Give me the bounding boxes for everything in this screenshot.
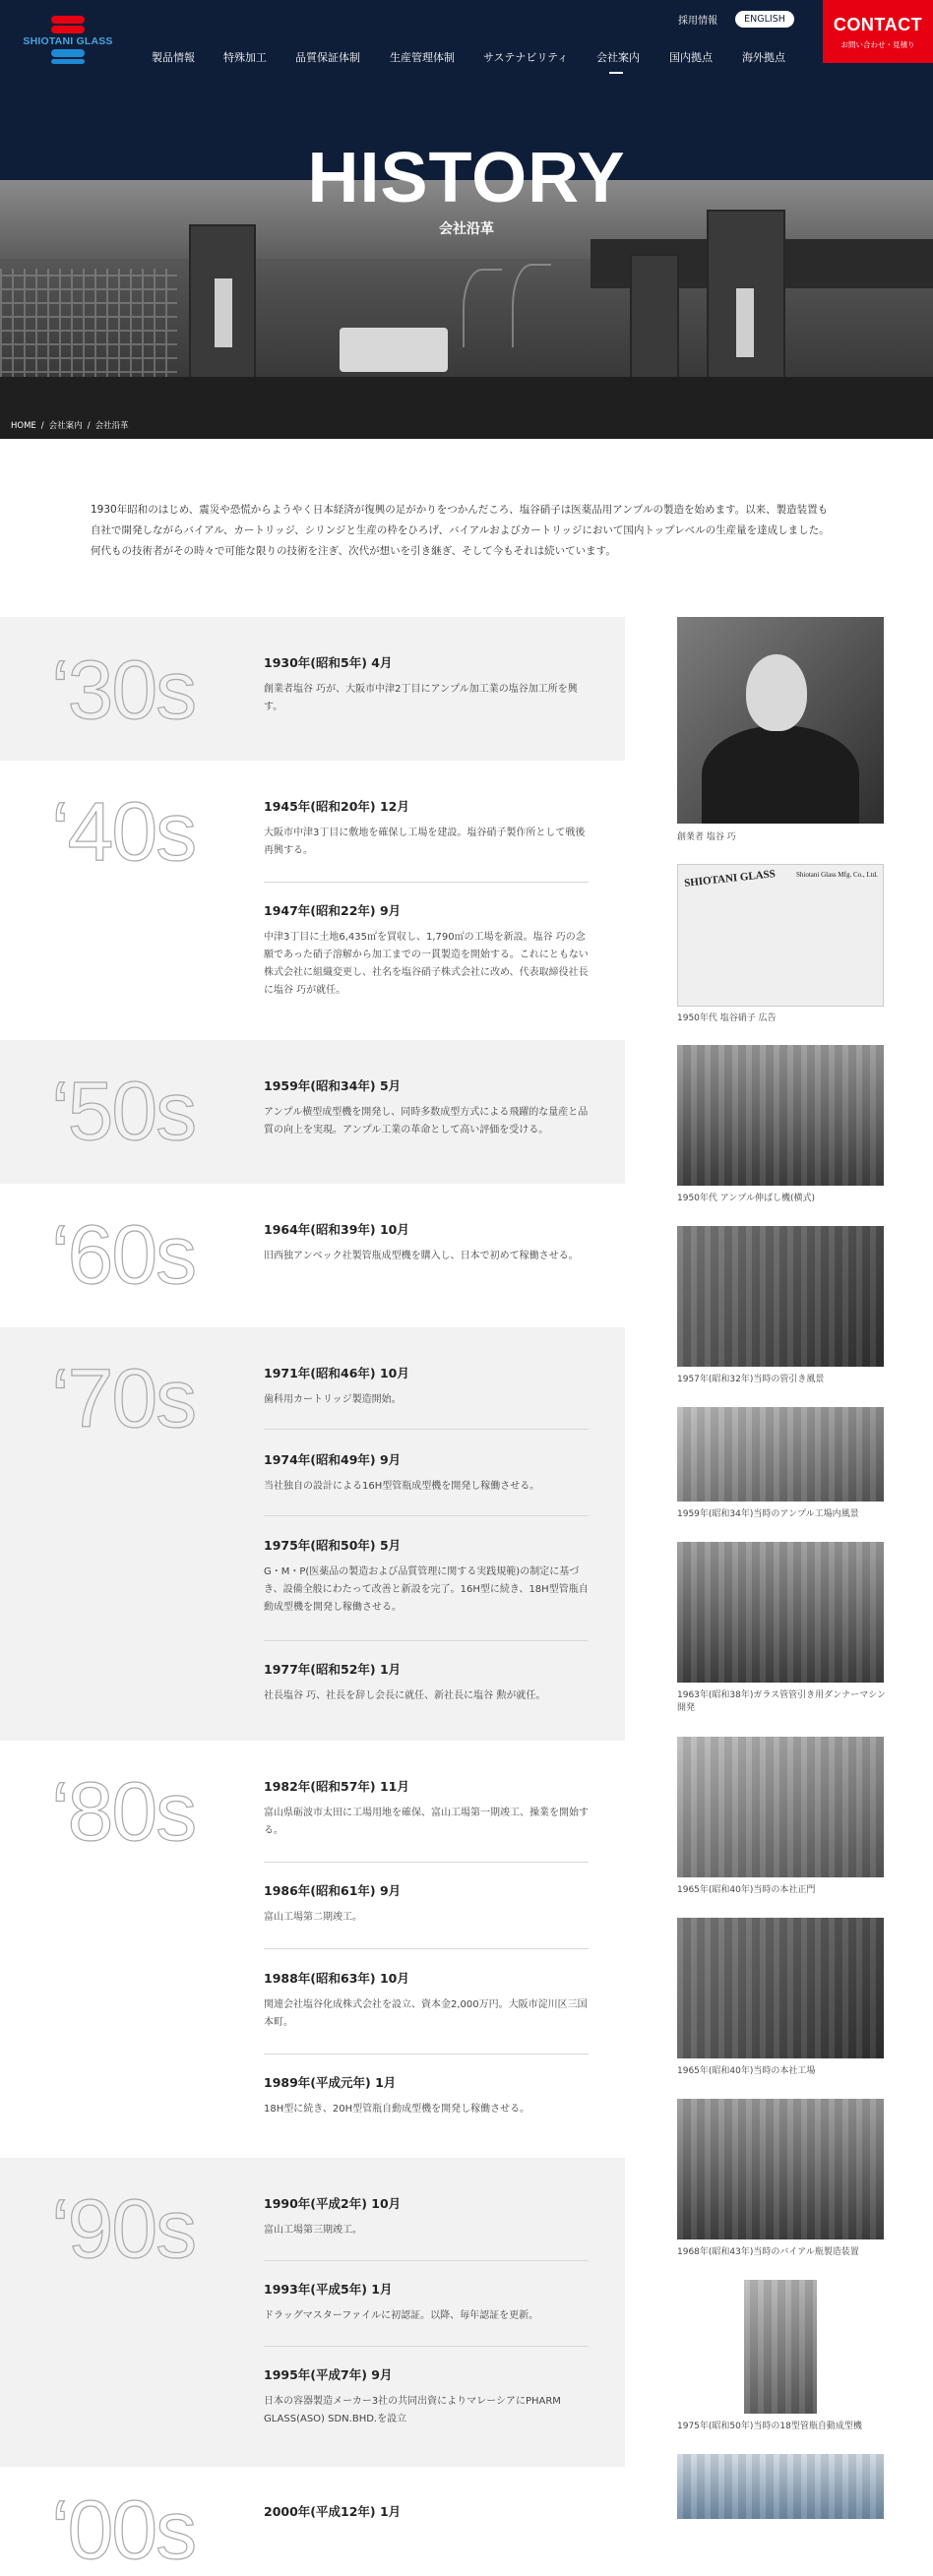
intro-text xyxy=(91,500,848,562)
nav-item-sustainability[interactable]: サステナビリティ xyxy=(483,51,569,64)
decade-60s xyxy=(0,1184,625,1327)
entry-divider xyxy=(264,2346,589,2347)
entry-text: ドラッグマスターファイルに初認証。以降、毎年認証を更新。 xyxy=(264,2310,539,2321)
entry-text: 関連会社塩谷化成株式会社を設立、資本金2,000万円。大阪市淀川区三国本町。 xyxy=(264,1999,588,2028)
entry-text: G・M・P(医薬品の製造および品質管理に関する実践規範)の制定に基づき、設備全般にわたって改善と新設を完了。16H型に続き、18H型管瓶自動成型機を開発し稼働させる。 xyxy=(264,1566,589,1613)
decade-label: ‘00s xyxy=(51,2484,196,2576)
entry-date: 1930年(昭和5年) 4月 xyxy=(264,655,393,670)
timeline-entry xyxy=(264,797,589,860)
entry-date: 1977年(昭和52年) 1月 xyxy=(264,1662,402,1677)
entry-date: 1986年(昭和61年) 9月 xyxy=(264,1883,402,1898)
decade-label: ‘40s xyxy=(51,785,196,878)
entry-date: 1990年(平成2年) 10月 xyxy=(264,2196,402,2211)
entry-divider xyxy=(264,1948,589,1949)
decade-label: ‘90s xyxy=(51,2182,196,2275)
global-nav xyxy=(0,49,933,65)
entry-divider xyxy=(264,1429,589,1430)
photo-caption: 1950年代 塩谷硝子 広告 xyxy=(677,1013,777,1023)
entry-date: 1993年(平成5年) 1月 xyxy=(264,2282,393,2297)
timeline-entry xyxy=(264,2280,589,2325)
entry-date: 1975年(昭和50年) 5月 xyxy=(264,1538,402,1553)
entry-text: 旧西独アンベック社製管瓶成型機を購入し、日本で初めて稼働させる。 xyxy=(264,1251,579,1261)
decade-label: ‘30s xyxy=(51,644,196,736)
entry-divider xyxy=(264,882,589,883)
breadcrumb xyxy=(11,419,134,431)
entry-text: 18H型に続き、20H型管瓶自動成型機を開発し稼働させる。 xyxy=(264,2104,530,2115)
timeline-entry xyxy=(264,2073,589,2118)
entry-date: 1974年(昭和49年) 9月 xyxy=(264,1452,402,1467)
english-button[interactable]: ENGLISH xyxy=(735,11,794,28)
breadcrumb-home[interactable]: HOME xyxy=(11,421,36,431)
entry-divider xyxy=(264,2054,589,2055)
photo-caption: 1950年代 アンプル伸ばし機(横式) xyxy=(677,1194,816,1203)
timeline-entry xyxy=(264,1881,589,1927)
entry-date: 1995年(平成7年) 9月 xyxy=(264,2367,393,2382)
photo-caption: 1957年(昭和32年)当時の管引き風景 xyxy=(677,1375,825,1384)
entry-text: 当社独自の設計による16H型管瓶成型機を開発し稼働させる。 xyxy=(264,1481,540,1492)
photo-ampoule-machine xyxy=(677,1045,884,1186)
timeline-entry xyxy=(264,1364,589,1409)
decade-label: ‘60s xyxy=(51,1208,196,1301)
ad-title: SHIOTANI GLASS xyxy=(683,868,777,889)
photo-danner-machine xyxy=(677,1542,884,1683)
photo-advertisement xyxy=(677,864,884,1007)
entry-text: 中津3丁目に土地6,435㎡を買収し、1,790㎡の工場を新設。塩谷 巧の念願であった硝子溶解から加工までの一貫製造を開始する。これにともない株式会社に組織変更し、社名を塩谷硝子株式会社に改め、代表取締役社長に塩谷 巧が就任。 xyxy=(264,932,589,996)
page-subtitle: 会社沿革 xyxy=(439,221,494,237)
decade-70s xyxy=(0,1327,625,1741)
decade-30s xyxy=(0,617,625,761)
photo-vial-machine xyxy=(677,2099,884,2239)
photo-ampoule-factory xyxy=(677,1407,884,1502)
nav-item-production[interactable]: 生産管理体制 xyxy=(390,51,455,64)
photo-caption: 1968年(昭和43年)当時のバイアル瓶製造装置 xyxy=(677,2247,859,2257)
nav-item-quality[interactable]: 品質保証体制 xyxy=(295,51,360,64)
entry-date: 1964年(昭和39年) 10月 xyxy=(264,1222,409,1237)
timeline-entry xyxy=(264,1536,589,1617)
photo-factory-2000s xyxy=(677,2454,884,2519)
photo-caption: 1959年(昭和34年)当時のアンプル工場内風景 xyxy=(677,1509,859,1519)
photo-caption: 1965年(昭和40年)当時の本社工場 xyxy=(677,2066,816,2076)
photo-caption: 1965年(昭和40年)当時の本社正門 xyxy=(677,1885,816,1895)
entry-text: 歯科用カートリッジ製造開始。 xyxy=(264,1394,402,1405)
timeline-entry xyxy=(264,2365,589,2428)
intro-line: 自社で開発しながらバイアル、カートリッジ、シリンジと生産の枠をひろげ、バイアルおよびカートリッジにおいて国内トップレベルの生産量を達成しました。 xyxy=(91,524,830,536)
entry-date: 1982年(昭和57年) 11月 xyxy=(264,1779,409,1794)
ad-subtitle: Shiotani Glass Mfg. Co., Ltd. xyxy=(796,871,878,879)
nav-item-overseas[interactable]: 海外拠点 xyxy=(742,51,785,64)
entry-date: 1971年(昭和46年) 10月 xyxy=(264,1366,409,1380)
breadcrumb-current: 会社沿革 xyxy=(94,421,129,431)
intro-line: 1930年昭和のはじめ、震災や恐慌からようやく日本経済が復興の足がかりをつかんだころ、塩谷硝子は医薬品用アンプルの製造を始めます。以来、製造装置も xyxy=(91,504,829,516)
decade-label: ‘80s xyxy=(51,1765,196,1858)
breadcrumb-separator: / xyxy=(87,421,91,431)
decade-40s xyxy=(0,761,625,1040)
decade-90s xyxy=(0,2158,625,2467)
photo-founder xyxy=(677,617,884,824)
photo-tube-drawing xyxy=(677,1226,884,1367)
entry-text: 日本の容器製造メーカー3社の共同出資によりマレーシアにPHARM GLASS(ASO) SDN.BHD.を設立 xyxy=(264,2396,561,2424)
intro-line: 何代もの技術者がその時々で可能な限りの技術を注ぎ、次代が想いを引き継ぎ、そして今もそれは続いています。 xyxy=(91,545,616,557)
decade-label: ‘50s xyxy=(51,1065,196,1157)
entry-text: 富山工場第三期竣工。 xyxy=(264,2225,362,2236)
photo-caption: 創業者 塩谷 巧 xyxy=(677,832,736,842)
page-title: HISTORY xyxy=(307,139,626,217)
entry-date: 2000年(平成12年) 1月 xyxy=(264,2504,402,2519)
decade-00s xyxy=(0,2467,625,2576)
timeline-entry xyxy=(264,1660,589,1705)
entry-text: 富山県砺波市太田に工場用地を確保、富山工場第一期竣工、操業を開始する。 xyxy=(264,1808,589,1836)
timeline-entry xyxy=(264,2194,589,2239)
photo-main-factory xyxy=(677,1918,884,2058)
nav-item-special-processing[interactable]: 特殊加工 xyxy=(223,51,267,64)
photo-18-machine xyxy=(744,2280,817,2414)
decade-label: ‘70s xyxy=(51,1352,196,1444)
entry-text: 富山工場第二期竣工。 xyxy=(264,1912,362,1923)
timeline-entry xyxy=(264,1969,589,2032)
nav-item-domestic[interactable]: 国内拠点 xyxy=(669,51,713,64)
decade-80s xyxy=(0,1741,625,2158)
photo-caption: 1975年(昭和50年)当時の18型管瓶自動成型機 xyxy=(677,2422,862,2431)
contact-subtitle: お問い合わせ・見積り xyxy=(840,40,915,49)
entry-text: 大阪市中津3丁目に敷地を確保し工場を建設。塩谷硝子製作所として戦後再興する。 xyxy=(264,828,586,856)
timeline-entry xyxy=(264,1777,589,1840)
timeline-entry xyxy=(264,653,589,716)
decade-50s xyxy=(0,1040,625,1184)
photo-main-gate xyxy=(677,1737,884,1877)
entry-date: 1989年(平成元年) 1月 xyxy=(264,2075,397,2090)
timeline-entry xyxy=(264,1076,589,1139)
breadcrumb-separator: / xyxy=(40,421,44,431)
timeline-entry xyxy=(264,901,589,1000)
entry-text: アンプル横型成型機を開発し、同時多数成型方式による飛躍的な量産と品質の向上を実現。アンプル工業の革命として高い評価を受ける。 xyxy=(264,1107,589,1135)
entry-divider xyxy=(264,1515,589,1516)
recruit-link[interactable]: 採用情報 xyxy=(678,16,717,27)
entry-date: 1947年(昭和22年) 9月 xyxy=(264,903,402,918)
entry-date: 1959年(昭和34年) 5月 xyxy=(264,1078,402,1093)
entry-divider xyxy=(264,1640,589,1641)
entry-divider xyxy=(264,2260,589,2261)
nav-item-company[interactable]: 会社案内 xyxy=(596,51,640,64)
entry-date: 1988年(昭和63年) 10月 xyxy=(264,1971,409,1986)
photo-caption: 1963年(昭和38年)ガラス管管引き用ダンナーマシン開発 xyxy=(677,1690,886,1713)
entry-date: 1945年(昭和20年) 12月 xyxy=(264,799,409,814)
timeline-entry xyxy=(264,1220,589,1265)
entry-text: 創業者塩谷 巧が、大阪市中津2丁目にアンプル加工業の塩谷加工所を興す。 xyxy=(264,684,578,712)
contact-title: CONTACT xyxy=(833,15,923,34)
entry-divider xyxy=(264,1862,589,1863)
nav-active-indicator xyxy=(609,72,623,74)
timeline-entry xyxy=(264,2502,589,2520)
nav-item-products[interactable]: 製品情報 xyxy=(152,51,195,64)
entry-text: 社長塩谷 巧、社長を辞し会長に就任、新社長に塩谷 勲が就任。 xyxy=(264,1690,546,1701)
logo-text: SHIOTANI GLASS xyxy=(23,35,113,47)
timeline-entry xyxy=(264,1450,589,1496)
breadcrumb-company[interactable]: 会社案内 xyxy=(48,421,83,431)
hero xyxy=(0,0,933,439)
